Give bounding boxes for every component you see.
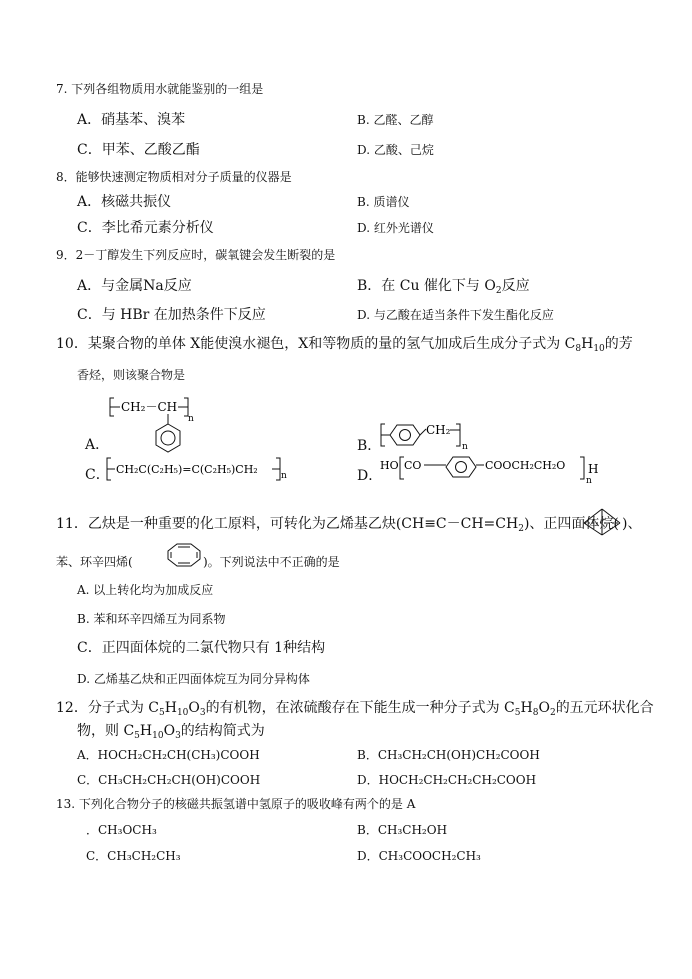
q10-b-n: n bbox=[462, 442, 468, 452]
q8-stem: 8．能够快速测定物质相对分子质量的仪器是 bbox=[56, 170, 292, 184]
q13-option-a: ．CH₃OCH₃ bbox=[86, 823, 157, 837]
q13-stem: 13. 下列化合物分子的核磁共振氢谱中氢原子的吸收峰有两个的是 A bbox=[56, 797, 416, 811]
q7-stem: 7. 下列各组物质用水就能鉴别的一组是 bbox=[56, 82, 264, 96]
q12-line2: 物，则 $C_5H_{10}O_3$的结构简式为 bbox=[77, 723, 265, 741]
q8-option-d: D. 红外光谱仪 bbox=[357, 221, 434, 235]
q11-line2-post: )。下列说法中不正确的是 bbox=[203, 555, 340, 569]
q10-d-ho: HO bbox=[380, 459, 399, 472]
q10-option-d-structure bbox=[380, 455, 610, 489]
benzene-ring-icon bbox=[446, 457, 476, 477]
q12-option-c: C．CH₃CH₂CH₂CH(OH)COOH bbox=[77, 773, 261, 787]
q10-option-a-structure bbox=[108, 394, 248, 460]
q11-option-a: A. 以上转化均为加成反应 bbox=[77, 583, 214, 597]
q10-d-tail: COOCH₂CH₂O bbox=[485, 459, 566, 472]
q10-option-d-label: D． bbox=[357, 468, 383, 484]
q11-option-d: D. 乙烯基乙炔和正四面体烷互为同分异构体 bbox=[77, 672, 310, 686]
q10-d-co: CO bbox=[404, 459, 422, 472]
q7-option-a: A．硝基苯、溴苯 bbox=[77, 112, 186, 128]
q10-option-a-label: A． bbox=[85, 437, 110, 453]
q8-option-a: A．核磁共振仪 bbox=[77, 194, 172, 210]
q9-option-d: D. 与乙酸在适当条件下发生酯化反应 bbox=[357, 308, 554, 322]
q7-option-b: B. 乙醛、乙醇 bbox=[357, 113, 434, 127]
q11-line2-pre: 苯、环辛四烯( bbox=[56, 555, 133, 569]
q10-a-n: n bbox=[188, 414, 194, 424]
q9-option-a: A．与金属Na反应 bbox=[77, 278, 192, 294]
q12-option-a: A．HOCH₂CH₂CH(CH₃)COOH bbox=[77, 748, 260, 762]
q8-option-b: B. 质谱仪 bbox=[357, 195, 410, 209]
q10-b-group: CH₂ bbox=[426, 423, 451, 437]
q10-stem-line2: 香烃，则该聚合物是 bbox=[77, 368, 186, 382]
q11-line1: 11．乙炔是一种重要的化工原料，可转化为乙烯基乙炔$(CH\equiv C-CH=CH_2)$、正四面体烷( bbox=[56, 516, 619, 534]
q7-option-d: D. 乙酸、己烷 bbox=[357, 143, 434, 157]
q10-option-c-label: C． bbox=[85, 467, 110, 483]
q10-stem-line1: 10．某聚合物的单体 X能使溴水褪色，X和等物质的量的氢气加成后生成分子式为 $C_8H_{10}$的芳 bbox=[56, 336, 633, 354]
q10-option-c-structure bbox=[106, 456, 296, 486]
q12-option-b: B．CH₃CH₂CH(OH)CH₂COOH bbox=[357, 748, 540, 762]
q11-line1-end: )、 bbox=[622, 516, 642, 532]
q10-d-h: H bbox=[588, 462, 599, 476]
q11-option-b: B. 苯和环辛四烯互为同系物 bbox=[77, 612, 226, 626]
benzene-ring-icon bbox=[156, 424, 180, 452]
benzene-ring-icon bbox=[390, 425, 420, 445]
q10-c-formula: CH₂C(C₂H₅)=C(C₂H₅)CH₂ bbox=[116, 463, 258, 476]
tetrahedrane-icon bbox=[582, 508, 622, 536]
q10-option-b-structure bbox=[380, 422, 490, 452]
q13-option-c: C．CH₃CH₂CH₃ bbox=[86, 849, 181, 863]
cyclooctatetraene-icon bbox=[166, 542, 202, 568]
q9-option-b: B．在 Cu 催化下与 $O_2$反应 bbox=[357, 278, 530, 296]
q9-stem: 9．2－丁醇发生下列反应时，碳氧键会发生断裂的是 bbox=[56, 248, 336, 262]
q7-option-c: C．甲苯、乙酸乙酯 bbox=[77, 142, 200, 158]
q8-option-c: C．李比希元素分析仪 bbox=[77, 220, 214, 236]
q9-option-c: C．与 HBr 在加热条件下反应 bbox=[77, 307, 266, 323]
q11-option-c: C．正四面体烷的二氯代物只有 1种结构 bbox=[77, 640, 326, 656]
q10-option-b-label: B． bbox=[357, 438, 382, 454]
q10-c-n: n bbox=[281, 471, 287, 481]
q13-option-b: B．CH₃CH₂OH bbox=[357, 823, 448, 837]
q10-a-chain: CH₂－CH bbox=[121, 400, 178, 414]
q13-option-d: D．CH₃COOCH₂CH₃ bbox=[357, 849, 481, 863]
q10-d-n: n bbox=[586, 476, 592, 486]
q12-option-d: D．HOCH₂CH₂CH₂CH₂COOH bbox=[357, 773, 537, 787]
q12-line1: 12．分子式为 $C_5H_{10}O_3$的有机物，在浓硫酸存在下能生成一种分子式为 $C_5H_8O_2$的五元环状化合 bbox=[56, 700, 654, 718]
